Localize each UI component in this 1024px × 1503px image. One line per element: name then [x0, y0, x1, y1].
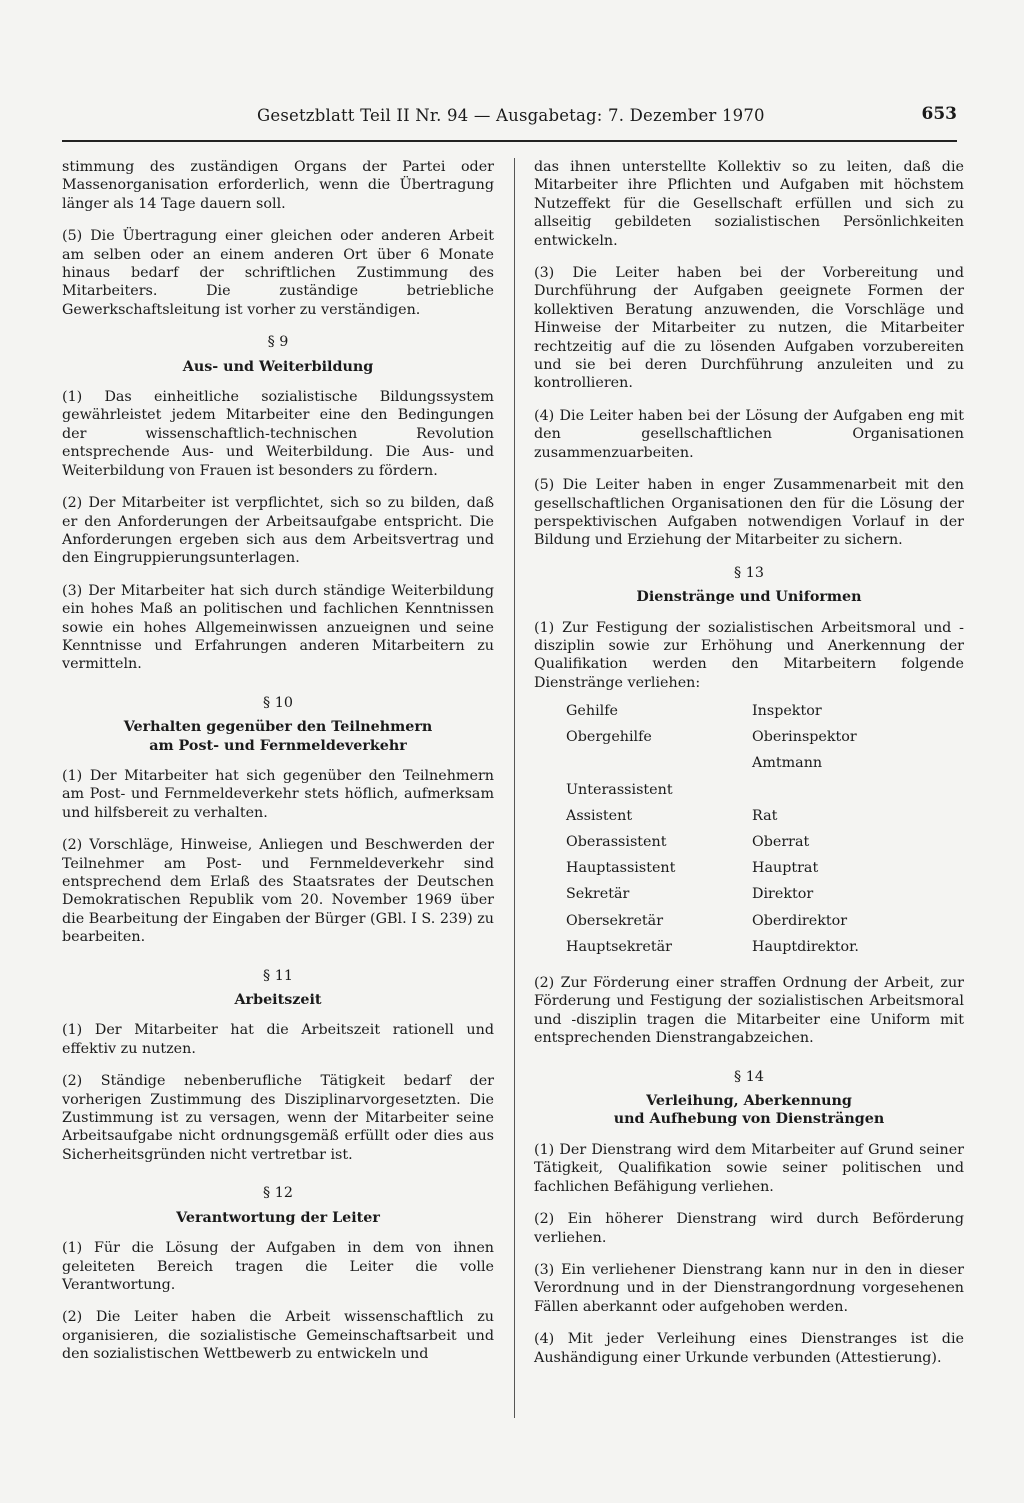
left-column	[62, 158, 494, 1378]
rank-lower: Sekretär	[566, 886, 630, 903]
paragraph: (2) Ein höherer Dienstrang wird durch Beförderung verliehen.	[534, 1211, 964, 1246]
paragraph: (1) Für die Lösung der Aufgaben in dem von ihnen geleiteten Bereich tragen die Leiter die volle Verantwortung.	[62, 1240, 494, 1293]
section-number: § 14	[734, 1068, 764, 1085]
section-title: Arbeitszeit	[234, 992, 322, 1009]
rank-upper: Rat	[752, 807, 778, 824]
rank-row	[566, 724, 964, 750]
rank-row	[566, 934, 964, 960]
rank-table	[566, 698, 964, 960]
rank-row	[566, 751, 964, 777]
rank-row	[566, 881, 964, 907]
section-number: § 12	[263, 1185, 293, 1202]
paragraph: (2) Vorschläge, Hinweise, Anliegen und Beschwerden der Teilnehmer am Post- und Fernmeldeverkehr sind entsprechend dem Erlaß des Staatsrates der Deutschen Demokratischen Republik vom 20. November 1969 über die Bearbeitung der Eingaben der Bürger (GBl. I S. 239) zu bearbeiten.	[62, 837, 494, 946]
rank-lower: Unterassistent	[566, 781, 673, 798]
page-header	[62, 100, 957, 142]
paragraph: (1) Der Mitarbeiter hat die Arbeitszeit rationell und effektiv zu nutzen.	[62, 1022, 494, 1057]
paragraph: (1) Der Dienstrang wird dem Mitarbeiter auf Grund seiner Tätigkeit, Qualifikation sowie seiner politischen und fachlichen Befähigung verliehen.	[534, 1141, 964, 1195]
section-title: Dienstränge und Uniformen	[636, 589, 862, 606]
rank-row	[566, 803, 964, 829]
section-title-line: Verhalten gegenüber den Teilnehmern	[123, 719, 433, 736]
rank-upper: Inspektor	[752, 703, 822, 720]
right-column	[534, 158, 964, 1381]
rank-lower: Obergehilfe	[566, 729, 652, 746]
rank-upper: Amtmann	[752, 755, 823, 772]
rank-row	[566, 855, 964, 881]
rank-lower: Hauptassistent	[566, 860, 676, 877]
paragraph: (1) Zur Festigung der sozialistischen Arbeitsmoral und -disziplin sowie zur Erhöhung und Anerkennung der Qualifikation werden den Mitarbeitern folgende Dienstränge verliehen:	[534, 619, 964, 691]
paragraph: (2) Ständige nebenberufliche Tätigkeit bedarf der vorherigen Zustimmung des Disziplinarvorgesetzten. Die Zustimmung ist zu versagen, wenn der Mitarbeiter seine Arbeitsaufgabe nicht ordnungsgemäß erfüllt oder dies aus Sicherheitsgründen nicht vertretbar ist.	[62, 1073, 494, 1163]
rank-upper: Hauptrat	[752, 860, 819, 877]
section-title-line: Verleihung, Aberkennung	[646, 1093, 852, 1110]
rank-upper: Hauptdirektor.	[752, 938, 859, 955]
rank-row	[566, 829, 964, 855]
paragraph: das ihnen unterstellte Kollektiv so zu leiten, daß die Mitarbeiter ihre Pflichten und Aufgaben mit höchstem Nutzeffekt für die Gesellschaft erfüllen und sich zu allseitig gebildeten sozialistischen Persönlichkeiten entwickeln.	[534, 159, 964, 249]
section-title-line: am Post- und Fernmeldeverkehr	[149, 737, 407, 754]
section-number: § 10	[263, 694, 293, 711]
rank-lower: Gehilfe	[566, 703, 618, 720]
section-title: Aus- und Weiterbildung	[182, 358, 374, 375]
paragraph: (2) Zur Förderung einer straffen Ordnung der Arbeit, zur Förderung und Festigung der sozialistischen Arbeitsmoral und -disziplin tragen die Mitarbeiter eine Uniform mit entsprechenden Dienstrangabzeichen.	[534, 975, 964, 1047]
paragraph: (1) Das einheitliche sozialistische Bildungssystem gewährleistet jedem Mitarbeiter eine den Bedingungen der wissenschaftlich-technischen Revolution entsprechende Aus- und Weiterbildung. Die Aus- und Weiterbildung von Frauen ist besonders zu fördern.	[62, 389, 494, 479]
paragraph: (4) Mit jeder Verleihung eines Dienstranges ist die Aushändigung einer Urkunde verbunden (Attestierung).	[534, 1331, 964, 1366]
paragraph: (2) Die Leiter haben die Arbeit wissenschaftlich zu organisieren, die sozialistische Gemeinschaftsarbeit und den sozialistischen Wettbewerb zu entwickeln und	[62, 1309, 494, 1363]
paragraph: (3) Ein verliehener Dienstrang kann nur in den in dieser Verordnung und in der Dienstrangordnung vorgesehenen Fällen aberkannt oder aufgehoben werden.	[534, 1261, 964, 1315]
section-number: § 13	[734, 564, 764, 581]
rank-upper: Oberinspektor	[752, 729, 857, 746]
rank-row	[566, 777, 964, 803]
rank-lower: Oberassistent	[566, 833, 667, 850]
rank-upper: Oberdirektor	[752, 912, 848, 929]
rank-upper: Direktor	[752, 886, 814, 903]
header-title: Gesetzblatt Teil II Nr. 94 — Ausgabetag: 7. Dezember 1970	[257, 106, 765, 125]
paragraph: (4) Die Leiter haben bei der Lösung der Aufgaben eng mit den gesellschaftlichen Organisationen zusammenzuarbeiten.	[534, 407, 964, 461]
paragraph: (3) Die Leiter haben bei der Vorbereitung und Durchführung der Aufgaben geeignete Formen der kollektiven Beratung anzuwenden, die Vorschläge und Hinweise der Mitarbeiter zu nutzen, die Mitarbeiter rechtzeitig auf die zu lösenden Aufgaben vorzubereiten und sie bei deren Durchführung anzuleiten und zu kontrollieren.	[534, 265, 964, 392]
rank-lower: Assistent	[566, 807, 633, 824]
section-number: § 11	[263, 967, 293, 984]
section-number: § 9	[267, 334, 289, 351]
section-title: Verantwortung der Leiter	[176, 1209, 380, 1226]
rank-upper: Oberrat	[752, 833, 810, 850]
rank-row	[566, 908, 964, 934]
paragraph: (1) Der Mitarbeiter hat sich gegenüber den Teilnehmern am Post- und Fernmeldeverkehr stets höflich, aufmerksam und hilfsbereit zu verhalten.	[62, 767, 494, 821]
paragraph: stimmung des zuständigen Organs der Partei oder Massenorganisation erforderlich, wenn die Übertragung länger als 14 Tage dauern soll.	[62, 159, 494, 212]
page-number: 653	[921, 104, 957, 124]
paragraph: (3) Der Mitarbeiter hat sich durch ständige Weiterbildung ein hohes Maß an politischen und fachlichen Kenntnissen sowie ein hohes Allgemeinwissen anzueignen und seine Kenntnisse und Erfahrungen anderen Mitarbeitern zu vermitteln.	[62, 582, 494, 673]
rank-lower: Obersekretär	[566, 912, 664, 929]
section-title-line: und Aufhebung von Diensträngen	[613, 1111, 885, 1128]
rank-row	[566, 698, 964, 724]
column-divider	[514, 158, 515, 1418]
rank-lower: Hauptsekretär	[566, 938, 672, 955]
paragraph: (5) Die Leiter haben in enger Zusammenarbeit mit den gesellschaftlichen Organisationen den für die Lösung der perspektivischen Aufgaben notwendigen Vorlauf in der Bildung und Erziehung der Mitarbeiter zu sichern.	[534, 477, 964, 549]
paragraph: (5) Die Übertragung einer gleichen oder anderen Arbeit am selben oder an einem anderen Ort über 6 Monate hinaus bedarf der schriftlichen Zustimmung des Mitarbeiters. Die zuständige betriebliche Gewerkschaftsleitung ist vorher zu verständigen.	[62, 228, 494, 318]
paragraph: (2) Der Mitarbeiter ist verpflichtet, sich so zu bilden, daß er den Anforderungen der Arbeitsaufgabe entspricht. Die Anforderungen ergeben sich aus dem Arbeitsvertrag und den Eingruppierungsunterlagen.	[62, 495, 494, 567]
